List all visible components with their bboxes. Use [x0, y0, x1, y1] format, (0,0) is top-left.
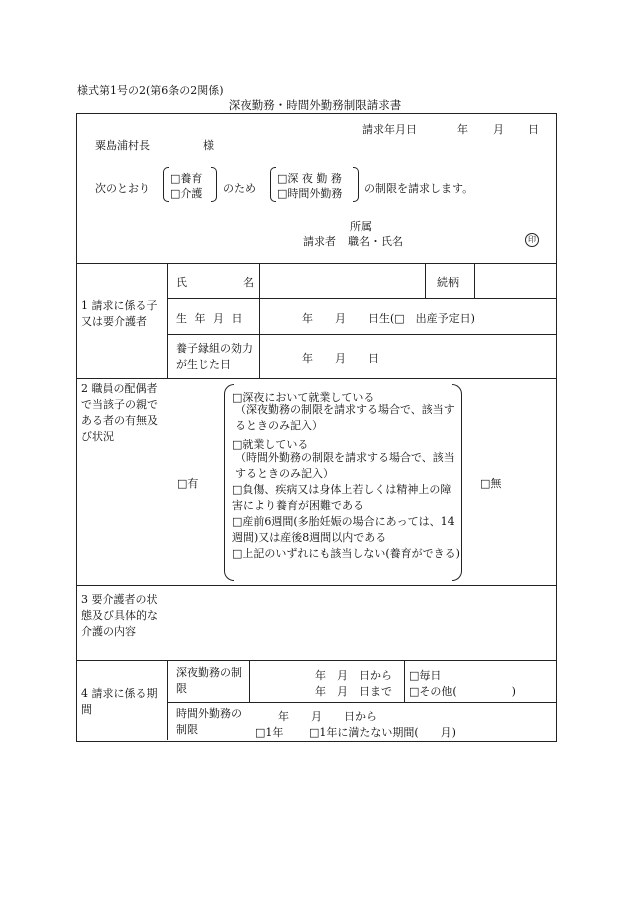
overtime-option-less-than-year[interactable]: □1年に満たない期間( 月) — [309, 726, 456, 739]
form-title: 深夜勤務・時間外勤務制限請求書 — [228, 98, 402, 112]
col-divider-night-options — [404, 660, 405, 702]
col-divider-1a — [167, 263, 168, 378]
divider-request-box — [76, 263, 556, 264]
restriction-option-night[interactable]: □深 夜 勤 務 — [277, 172, 342, 185]
overtime-period-from: 年 月 日から — [278, 710, 377, 723]
col-divider-1b — [167, 660, 168, 740]
condition-injury[interactable]: □負傷、疾病又は身体上若しくは精神上の障害により養育が困難である — [232, 483, 452, 512]
section2-heading: 2 職員の配偶者で当該子の親である者の有無及び状況 — [81, 382, 158, 443]
condition-night-note: （深夜勤務の制限を請求する場合で、該当するときのみ記入） — [235, 403, 455, 432]
addressee: 粟島浦村長 — [95, 139, 150, 152]
birth-date-value: 年 月 日生(□ 出産予定日) — [302, 312, 475, 325]
spouse-yes-option[interactable]: □有 — [177, 477, 199, 490]
for-text: のため — [223, 182, 256, 195]
col-divider-relation-b — [474, 263, 475, 298]
request-date-day: 日 — [528, 123, 539, 136]
purpose-option-rearing[interactable]: □養育 — [170, 172, 203, 185]
condition-none[interactable]: □上記のいずれにも該当しない(養育ができる) — [232, 547, 460, 560]
divider-period-rows — [167, 702, 556, 703]
condition-working-note: （時間外勤務の制限を請求する場合で、該当するときのみ記入） — [235, 451, 455, 480]
overtime-restriction-label: 時間外勤務の制限 — [176, 707, 242, 736]
col-divider-2b — [249, 660, 250, 702]
night-period-from: 年 月 日から — [315, 669, 392, 682]
restriction-bracket-right — [353, 167, 359, 202]
night-option-daily[interactable]: □毎日 — [409, 669, 442, 682]
purpose-option-care[interactable]: □介護 — [170, 187, 203, 200]
night-restriction-label: 深夜勤務の制限 — [176, 666, 242, 695]
form-number: 様式第1号の2(第6条の2関係) — [77, 84, 224, 97]
request-date-month: 月 — [493, 123, 504, 136]
purpose-bracket-left — [163, 167, 169, 202]
condition-working[interactable]: □就業している — [232, 438, 309, 451]
section4-heading: 4 請求に係る期間 — [81, 687, 158, 716]
section3-heading: 3 要介護者の状態及び具体的な介護の内容 — [81, 593, 158, 638]
divider-birth-row — [167, 334, 556, 335]
purpose-bracket-right — [211, 167, 217, 202]
divider-name-row — [167, 298, 556, 299]
divider-section4 — [76, 660, 556, 661]
requester-label: 請求者 — [303, 235, 336, 248]
night-option-other[interactable]: □その他( ) — [409, 685, 516, 698]
adoption-date-value: 年 月 日 — [302, 352, 379, 365]
request-date-year: 年 — [457, 123, 468, 136]
night-period-to: 年 月 日まで — [315, 685, 392, 698]
spouse-no-option[interactable]: □無 — [480, 477, 502, 490]
affiliation-label: 所属 — [350, 220, 372, 233]
divider-section2 — [76, 378, 556, 379]
name-title-label: 職名・氏名 — [348, 235, 403, 248]
divider-section3 — [76, 585, 556, 586]
adoption-date-label: 養子縁組の効力が生じた日 — [176, 342, 253, 371]
section1-heading: 1 請求に係る子又は要介護者 — [81, 299, 158, 328]
seal-mark: 印 — [525, 233, 539, 247]
sentence-lead: 次のとおり — [95, 182, 150, 195]
name-label-family: 氏 — [176, 276, 187, 289]
restriction-bracket-left — [270, 167, 276, 202]
condition-childbirth[interactable]: □産前6週間(多胎妊娠の場合にあっては、14週間)又は産後8週間以内である — [232, 515, 455, 544]
relationship-label: 続柄 — [437, 276, 459, 289]
sentence-tail: の制限を請求します。 — [364, 182, 474, 195]
condition-night-work[interactable]: □深夜において就業している — [232, 391, 375, 404]
name-label-given: 名 — [243, 276, 254, 289]
overtime-option-one-year[interactable]: □1年 — [255, 726, 284, 739]
restriction-option-overtime[interactable]: □時間外勤務 — [277, 187, 343, 200]
col-divider-relation-a — [425, 263, 426, 298]
addressee-honorific: 様 — [203, 139, 214, 152]
birth-date-label: 生 年 月 日 — [176, 312, 245, 325]
request-date-label: 請求年月日 — [362, 123, 417, 136]
col-divider-2 — [259, 263, 260, 378]
